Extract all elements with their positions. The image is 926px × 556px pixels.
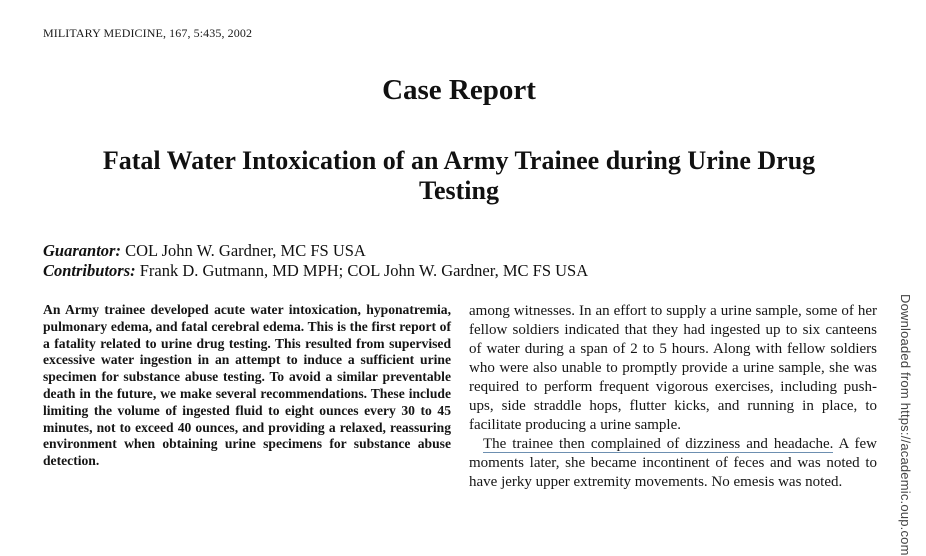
download-watermark: Downloaded from https://academic.oup.com	[898, 294, 913, 556]
guarantor-value: COL John W. Gardner, MC FS USA	[125, 241, 366, 260]
abstract: An Army trainee developed acute water intoxication, hyponatremia, pulmonary edema, and fatal cerebral edema. This is the first report of a fatality related to urine drug testing. This resulted from supervised excessive water ingestion in an attempt to induce a sufficient urine specimen for substance abuse testing. To avoid a similar preventable death in the future, we make several recommendations. These include limiting the volume of ingested fluid to eight ounces every 30 to 45 minutes, not to exceed 40 ounces, and providing a relaxed, reassuring environment when obtaining urine specimens for substance abuse detection.	[43, 302, 451, 469]
body-paragraph	[469, 435, 877, 492]
guarantor-label: Guarantor:	[43, 241, 121, 260]
contributors-line	[43, 261, 588, 281]
contributors-value: Frank D. Gutmann, MD MPH; COL John W. Gardner, MC FS USA	[139, 261, 589, 280]
guarantor-line	[43, 241, 588, 261]
author-credits	[43, 241, 588, 281]
body-paragraph: among witnesses. In an effort to supply a urine sample, some of her fellow soldiers indicated that they had ingested up to six canteens of water during a span of 2 to 5 hours. Along with fellow soldiers who were also unable to promptly provide a urine sample, she was required to perform frequent vigorous exercises, including push-ups, side straddle hops, flutter kicks, and running in place, to facilitate producing a urine sample.	[469, 303, 877, 433]
article-title: Fatal Water Intoxication of an Army Trainee during Urine Drug Testing	[102, 146, 816, 205]
journal-reference: MILITARY MEDICINE, 167, 5:435, 2002	[43, 26, 253, 40]
highlighted-sentence[interactable]: The trainee then complained of dizziness and headache.	[483, 436, 834, 452]
section-title: Case Report	[382, 74, 536, 106]
paragraph-text: A few moments later, she became incontinent of feces and was noted to have jerky upper extremity movements. No emesis was noted.	[469, 436, 877, 490]
contributors-label: Contributors:	[43, 261, 136, 280]
body-column	[469, 302, 877, 492]
